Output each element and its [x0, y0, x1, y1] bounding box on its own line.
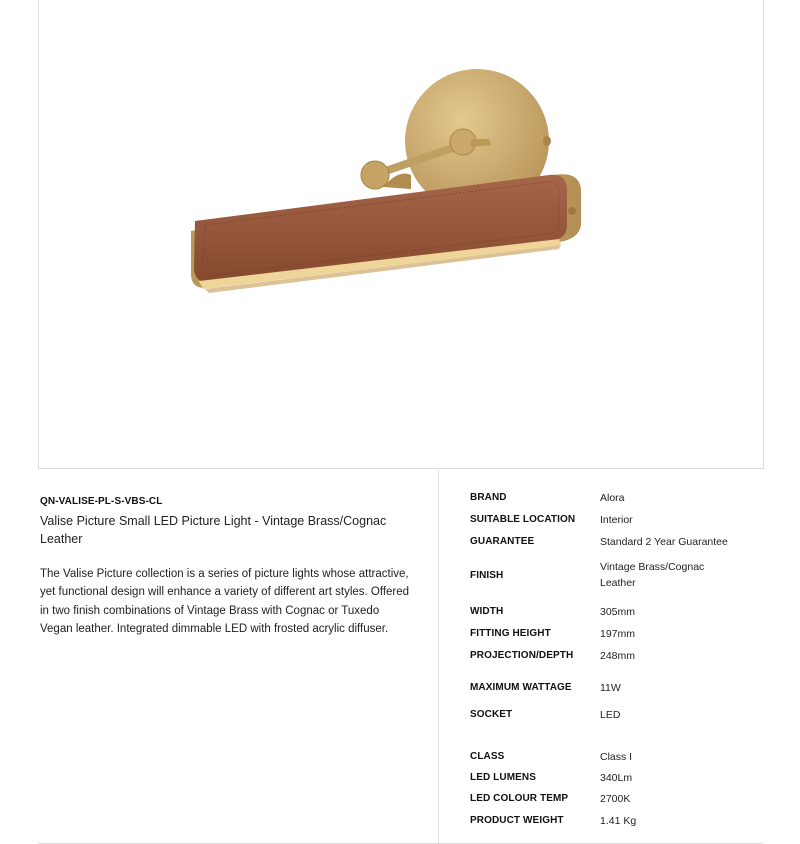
- spec-label-wattage: MAXIMUM WATTAGE: [470, 682, 572, 693]
- spec-label-projection: PROJECTION/DEPTH: [470, 650, 574, 661]
- arm-knuckle: [361, 161, 389, 189]
- picture-light-illustration: [39, 0, 763, 468]
- spec-label-fitting-height: FITTING HEIGHT: [470, 628, 551, 639]
- spec-label-lumens: LED LUMENS: [470, 772, 536, 783]
- spec-value-lumens: 340Lm: [600, 772, 633, 784]
- spec-label-finish: FINISH: [470, 570, 504, 581]
- spec-label-brand: BRAND: [470, 492, 507, 503]
- spec-label-width: WIDTH: [470, 606, 504, 617]
- spec-value-projection: 248mm: [600, 650, 636, 662]
- spec-label-weight: PRODUCT WEIGHT: [470, 815, 564, 826]
- product-sku: QN-VALISE-PL-S-VBS-CL: [40, 496, 163, 507]
- spec-value-wattage: 11W: [600, 682, 621, 694]
- spec-label-location: SUITABLE LOCATION: [470, 514, 576, 525]
- spec-label-colour-temp: LED COLOUR TEMP: [470, 793, 569, 804]
- spec-label-class: CLASS: [470, 751, 505, 762]
- spec-value-finish: Vintage Brass/Cognac Leather: [600, 561, 705, 589]
- product-summary: [40, 496, 410, 638]
- spec-value-class: Class I: [600, 751, 633, 763]
- spec-value-colour-temp: 2700K: [600, 793, 631, 805]
- spec-label-guarantee: GUARANTEE: [470, 536, 535, 547]
- product-description: The Valise Picture collection is a series of picture lights whose attractive, yet functional design will enhance a variety of different art styles. Offered in two finish combinations of Vintage Brass with Cognac or Tuxedo Vegan leather. Integrated dimmable LED with frosted acrylic diffuser.: [40, 568, 410, 635]
- spec-value-weight: 1.41 Kg: [600, 815, 637, 827]
- product-image-frame: [38, 0, 764, 469]
- column-divider: [438, 470, 439, 844]
- spec-value-socket: LED: [600, 709, 621, 721]
- spec-value-location: Interior: [600, 514, 633, 526]
- spec-value-fitting-height: 197mm: [600, 628, 636, 640]
- product-title: Valise Picture Small LED Picture Light - Vintage Brass/Cognac Leather: [40, 514, 387, 546]
- spec-value-brand: Alora: [600, 492, 625, 504]
- spec-value-width: 305mm: [600, 606, 636, 618]
- spec-value-guarantee: Standard 2 Year Guarantee: [600, 536, 728, 548]
- spec-label-socket: SOCKET: [470, 709, 513, 720]
